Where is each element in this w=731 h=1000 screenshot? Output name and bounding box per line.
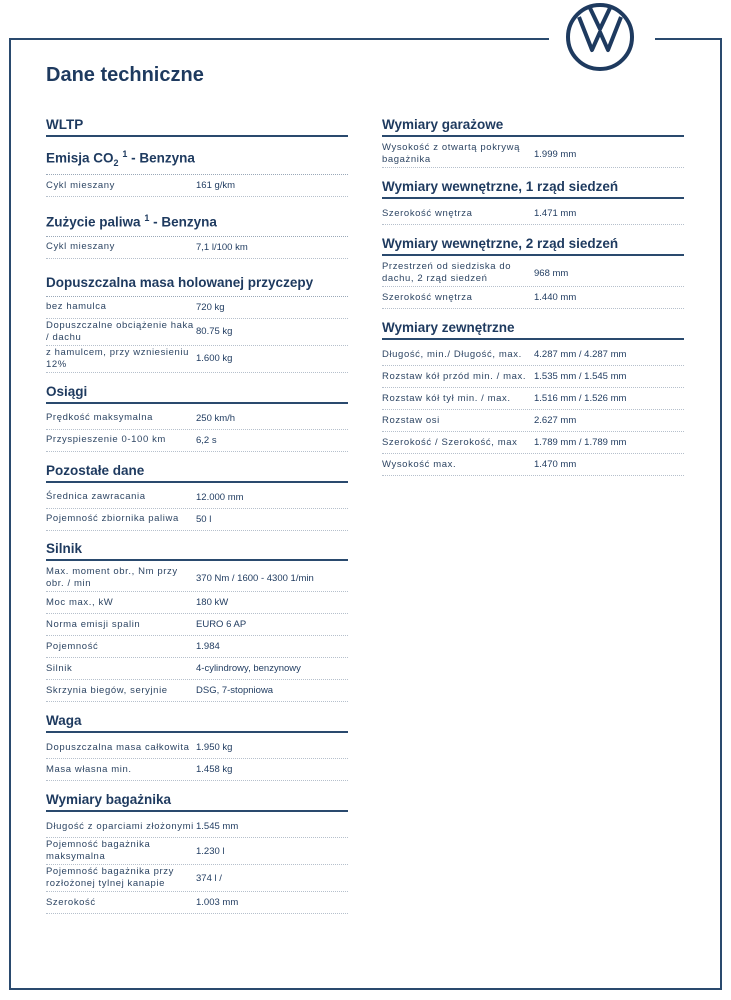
footnote-marker: 1 xyxy=(122,149,128,159)
spec-row xyxy=(46,319,348,346)
section-gap xyxy=(46,452,348,460)
spec-row xyxy=(46,346,348,373)
spec-label: Silnik xyxy=(46,662,73,674)
section-heading: Silnik xyxy=(46,538,348,561)
spec-value: 1.600 kg xyxy=(196,353,233,365)
section-gap xyxy=(382,168,684,176)
spec-row xyxy=(46,408,348,430)
spec-value: 6,2 s xyxy=(196,434,217,446)
frame-border-right xyxy=(720,38,722,990)
subsection-heading-rest: - Benzyna xyxy=(127,150,195,166)
spec-row xyxy=(46,487,348,509)
spec-label: Przyspieszenie 0-100 km xyxy=(46,434,166,446)
spec-section xyxy=(46,789,348,922)
frame-border-top-left xyxy=(9,38,549,40)
spec-row xyxy=(46,237,348,259)
right-column xyxy=(382,114,684,484)
spec-value: 2.627 mm xyxy=(534,415,577,426)
spec-section xyxy=(46,205,348,267)
section-heading: Wymiary wewnętrzne, 1 rząd siedzeń xyxy=(382,176,684,199)
section-heading: Waga xyxy=(46,710,348,733)
section-heading: Wymiary zewnętrzne xyxy=(382,317,684,340)
spec-label: Dopuszczalna masa całkowita xyxy=(46,741,190,753)
spec-row xyxy=(46,838,348,865)
spec-row xyxy=(382,260,684,287)
spec-label: Przestrzeń od siedziska do dachu, 2 rząd siedzeń xyxy=(382,261,512,284)
spec-row xyxy=(46,680,348,702)
spec-row xyxy=(46,759,348,781)
spec-value: 968 mm xyxy=(534,267,569,279)
section-heading: Osiągi xyxy=(46,381,348,404)
spec-value: 180 kW xyxy=(196,597,229,608)
spec-label: Pojemność zbiornika paliwa xyxy=(46,513,179,525)
spec-value: 80.75 kg xyxy=(196,326,233,338)
spec-value: 1.230 l xyxy=(196,845,225,857)
spec-value: 1.440 mm xyxy=(534,292,577,303)
spec-label: Max. moment obr., Nm przy obr. / min xyxy=(46,566,178,589)
spec-row xyxy=(46,565,348,592)
spec-label: Rozstaw kół tył min. / max. xyxy=(382,392,511,404)
bottom-column xyxy=(46,538,348,922)
section-gap xyxy=(46,373,348,381)
spec-row xyxy=(382,203,684,225)
section-gap xyxy=(382,225,684,233)
section-gap xyxy=(382,476,684,484)
spec-row xyxy=(46,737,348,759)
spec-row xyxy=(382,388,684,410)
section-gap xyxy=(46,914,348,922)
spec-value: 1.470 mm xyxy=(534,459,577,470)
spec-label: Dopuszczalne obciążenie haka / dachu xyxy=(46,319,194,343)
vw-logo-icon xyxy=(565,2,635,72)
frame-border-top-right xyxy=(655,38,722,40)
spec-row xyxy=(46,892,348,914)
spec-label: Rozstaw kół przód min. / max. xyxy=(382,370,527,382)
section-gap xyxy=(46,781,348,789)
spec-value: 370 Nm / 1600 - 4300 1/min xyxy=(196,572,314,584)
spec-section xyxy=(46,381,348,460)
spec-value: 1.535 mm / 1.545 mm xyxy=(534,371,627,382)
spec-label: Rozstaw osi xyxy=(382,414,440,426)
spec-row xyxy=(46,636,348,658)
spec-section xyxy=(46,538,348,710)
spec-row xyxy=(382,287,684,309)
section-gap xyxy=(46,702,348,710)
footnote-marker: 1 xyxy=(144,213,150,224)
spec-row xyxy=(46,816,348,838)
spec-section xyxy=(382,176,684,233)
spec-label: Prędkość maksymalna xyxy=(46,412,153,424)
frame-border-bottom xyxy=(9,988,722,990)
spec-value: 7,1 l/100 km xyxy=(196,241,248,253)
spec-value: 1.984 xyxy=(196,641,220,652)
section-gap xyxy=(46,197,348,205)
spec-label: Szerokość / Szerokość, max xyxy=(382,436,518,448)
spec-label: Pojemność xyxy=(46,640,99,652)
spec-row xyxy=(46,658,348,680)
left-column xyxy=(46,114,348,539)
spec-row xyxy=(46,175,348,197)
spec-row xyxy=(382,432,684,454)
spec-section xyxy=(46,114,348,137)
spec-row xyxy=(382,410,684,432)
subsection-heading xyxy=(46,267,348,297)
section-heading: WLTP xyxy=(46,114,348,137)
spec-label: Pojemność bagażnika przy rozłożonej tylnej kanapie xyxy=(46,866,174,889)
subsection-heading-text: Emisja CO xyxy=(46,150,114,166)
spec-row xyxy=(46,614,348,636)
subsection-heading xyxy=(46,205,348,237)
section-gap xyxy=(382,309,684,317)
section-heading: Wymiary garażowe xyxy=(382,114,684,137)
spec-value: DSG, 7-stopniowa xyxy=(196,685,274,696)
spec-section xyxy=(382,233,684,317)
subsection-heading-text: Zużycie paliwa xyxy=(46,214,141,230)
spec-value: 1.516 mm / 1.526 mm xyxy=(534,393,627,404)
spec-value: 1.950 kg xyxy=(196,742,233,753)
spec-label: Norma emisji spalin xyxy=(46,618,141,630)
section-heading: Wymiary bagażnika xyxy=(46,789,348,812)
spec-label: bez hamulca xyxy=(46,301,107,313)
spec-section xyxy=(46,141,348,205)
spec-value: 1.789 mm / 1.789 mm xyxy=(534,437,627,448)
spec-value: 50 l xyxy=(196,513,212,525)
spec-section xyxy=(382,317,684,484)
spec-label: Pojemność bagażnika maksymalna xyxy=(46,839,151,862)
spec-label: Średnica zawracania xyxy=(46,491,146,503)
spec-label: Cykl mieszany xyxy=(46,179,116,191)
spec-section xyxy=(46,267,348,381)
spec-value: EURO 6 AP xyxy=(196,619,247,630)
subsection-heading-rest: - Benzyna xyxy=(149,214,217,230)
subsection-heading-text: Dopuszczalna masa holowanej przyczepy xyxy=(46,274,314,290)
spec-value: 250 km/h xyxy=(196,412,236,424)
spec-value: 374 l / xyxy=(196,872,222,884)
spec-row xyxy=(46,592,348,614)
spec-label: Szerokość wnętrza xyxy=(382,291,473,303)
spec-row xyxy=(46,297,348,319)
spec-value: 161 g/km xyxy=(196,180,236,192)
spec-label: Masa własna min. xyxy=(46,763,132,775)
spec-label: Wysokość z otwartą pokrywą bagażnika xyxy=(382,142,520,165)
spec-value: 4.287 mm / 4.287 mm xyxy=(534,349,627,360)
spec-label: Cykl mieszany xyxy=(46,241,116,253)
spec-section xyxy=(46,710,348,789)
spec-label: Moc max., kW xyxy=(46,596,114,608)
spec-value: 1.999 mm xyxy=(534,148,577,160)
spec-value: 1.545 mm xyxy=(196,821,239,832)
section-heading: Wymiary wewnętrzne, 2 rząd siedzeń xyxy=(382,233,684,256)
section-heading: Pozostałe dane xyxy=(46,460,348,483)
page-title: Dane techniczne xyxy=(46,64,204,86)
subsection-heading xyxy=(46,141,348,175)
spec-row xyxy=(46,865,348,892)
spec-row xyxy=(46,509,348,531)
spec-value: 1.471 mm xyxy=(534,208,577,219)
spec-label: Długość, min./ Długość, max. xyxy=(382,348,522,360)
spec-value: 720 kg xyxy=(196,301,225,313)
spec-label: Szerokość wnętrza xyxy=(382,207,473,219)
spec-section xyxy=(382,114,684,176)
spec-row xyxy=(382,366,684,388)
spec-row xyxy=(382,344,684,366)
spec-label: Wysokość max. xyxy=(382,458,457,470)
spec-label: Szerokość xyxy=(46,896,96,908)
spec-value: 1.458 kg xyxy=(196,764,233,775)
spec-value: 12.000 mm xyxy=(196,491,244,503)
spec-section xyxy=(46,460,348,539)
spec-label: Skrzynia biegów, seryjnie xyxy=(46,684,168,696)
spec-value: 4-cylindrowy, benzynowy xyxy=(196,663,301,674)
spec-row xyxy=(382,141,684,168)
spec-row xyxy=(46,430,348,452)
spec-label: z hamulcem, przy wzniesieniu 12% xyxy=(46,346,189,370)
spec-row xyxy=(382,454,684,476)
spec-label: Długość z oparciami złożonymi xyxy=(46,820,194,832)
frame-border-left xyxy=(9,38,11,990)
subscript: 2 xyxy=(113,158,119,169)
section-gap xyxy=(46,259,348,267)
spec-value: 1.003 mm xyxy=(196,897,239,908)
